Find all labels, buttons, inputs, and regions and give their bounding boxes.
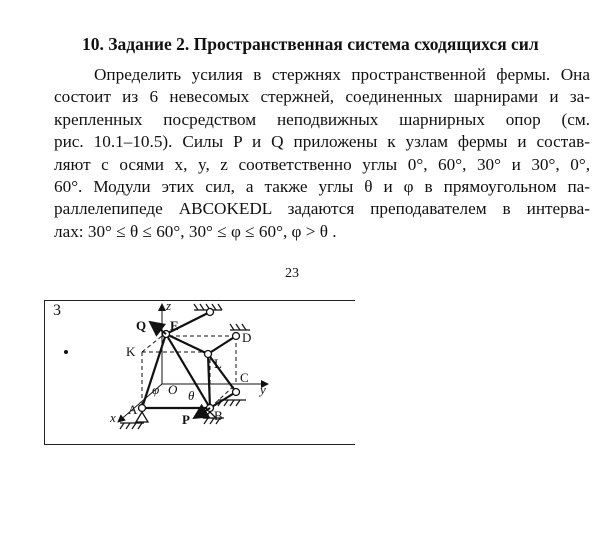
- o-label: O: [168, 382, 178, 397]
- section-heading: 10. Задание 2. Пространственная система сходящихся сил: [82, 34, 539, 54]
- paragraph-line: раллелепипеде ABCOKEDL задаются преподавателем в интерва-: [54, 199, 590, 219]
- paragraph-line: ляют с осями x, y, z соответственно углы 0°, 60°, 30° и 30°, 0°,: [54, 154, 590, 174]
- p-label: P: [182, 412, 190, 427]
- margin-dot: [64, 350, 68, 354]
- paragraph-line: 60°. Модули этих сил, а также углы θ и φ в прямоугольном па-: [54, 177, 590, 197]
- paragraph-line: лах: 30° ≤ θ ≤ 60°, 30° ≤ φ ≤ 60°, φ > θ .: [54, 221, 337, 241]
- paragraph-line: состоит из 6 невесомых стержней, соединенных шарнирами и за-: [54, 87, 590, 107]
- phi-label: φ: [152, 382, 160, 397]
- paragraph-line: крепленных посредством неподвижных шарнирных опор (см.: [54, 109, 590, 129]
- l-label: L: [214, 356, 222, 371]
- a-label: A: [128, 402, 138, 417]
- x-label: x: [110, 410, 116, 425]
- z-label: z: [166, 298, 172, 313]
- page-number: 23: [285, 266, 299, 281]
- k-label: K: [126, 344, 136, 359]
- paragraph-line: Определить усилия в стержнях пространственной фермы. Она: [94, 65, 590, 84]
- q-label: Q: [136, 318, 147, 333]
- b-label: B: [214, 408, 223, 423]
- figure-number: 3: [53, 302, 61, 319]
- e-label: E: [170, 318, 179, 333]
- d-label: D: [242, 330, 252, 345]
- truss-diagram: [90, 296, 290, 436]
- force-q-arrow: [150, 322, 166, 334]
- problem-paragraph: [54, 64, 590, 243]
- y-label: y: [260, 382, 266, 397]
- paragraph-line: рис. 10.1–10.5). Силы P и Q приложены к узлам фермы и состав-: [54, 132, 590, 152]
- theta-label: θ: [188, 388, 195, 403]
- c-label: C: [240, 370, 249, 385]
